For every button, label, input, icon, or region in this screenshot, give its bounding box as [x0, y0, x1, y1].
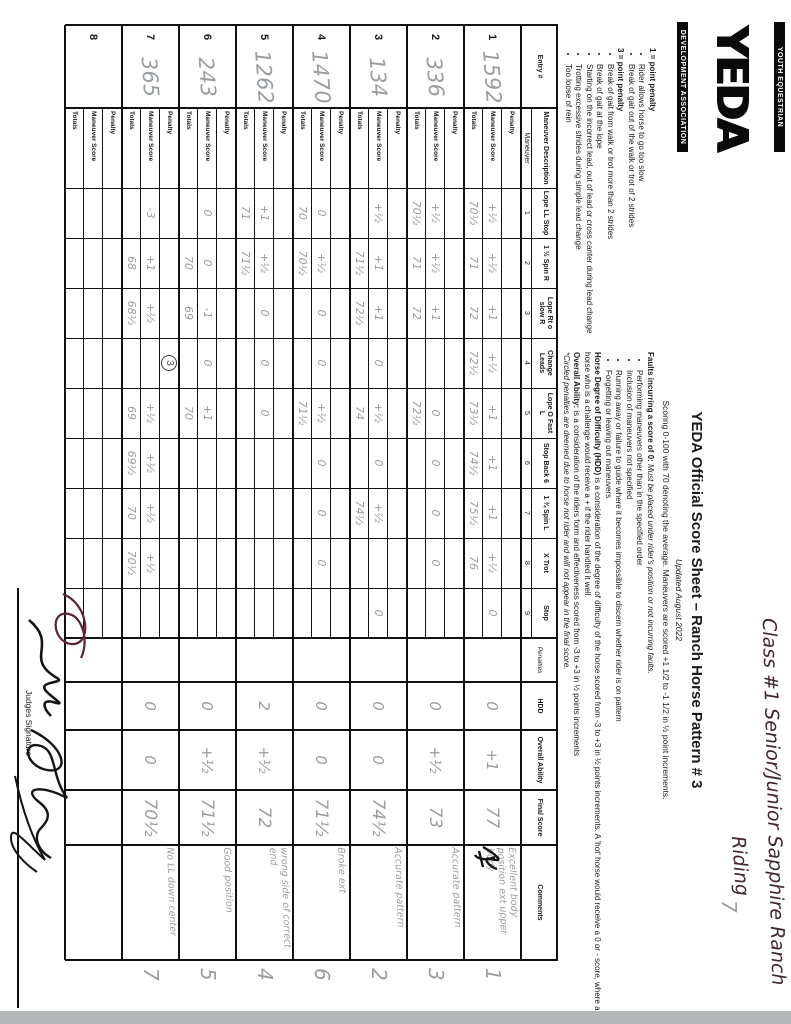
black-ink-scribble [473, 841, 513, 875]
maneuver-score-value: 0 [372, 609, 385, 617]
subrow-label: Penalty [394, 111, 401, 135]
handwritten-class-info-line2: Riding [726, 835, 754, 897]
running-total-value: 72½ [467, 350, 480, 376]
running-total-value: 76 [467, 556, 480, 570]
column-header-name: Change Leads [538, 350, 553, 376]
running-total-value: 69½ [125, 450, 138, 476]
entry-cell [236, 25, 293, 108]
column-header [521, 730, 558, 790]
subrow-line [102, 108, 103, 638]
running-total-value: 71½ [239, 250, 252, 276]
running-total-value: 70½ [296, 250, 309, 276]
overall-ability-value: 0 [312, 755, 331, 765]
column-header-name: Penalties [536, 646, 543, 674]
final-score-value: 77 [482, 806, 503, 829]
running-total-value: 70½ [467, 200, 480, 226]
running-total-value: 73½ [467, 400, 480, 426]
column-header-name: Final Score [536, 798, 543, 837]
running-total-value: 70 [296, 206, 309, 220]
subrow-label: Penalty [508, 111, 515, 135]
column-header-name: Overall Ability [536, 736, 543, 784]
logo-top-banner: YOUTH EQUESTRIAN [774, 22, 785, 152]
circled-penalties-note: *Circled penalties are deemed due to horse not rider and will not appear in the final score. [562, 352, 571, 670]
faults-notes [561, 352, 656, 1012]
penalty-value [160, 338, 179, 388]
running-total-value: 72 [410, 306, 423, 320]
column-header [521, 538, 558, 588]
column-header-name: Lope LL Stop [542, 190, 549, 236]
maneuver-score-value: +1 [486, 404, 499, 422]
handwritten-placing: 2 [367, 968, 391, 981]
subrow-label: Penalty [166, 111, 173, 135]
column-header-name: Comments [536, 884, 543, 921]
hdd-value: 0 [369, 701, 388, 711]
column-header [521, 388, 558, 438]
maneuver-score-value: -1 [201, 307, 214, 319]
penalty-item: • Break of gait at the lope [594, 64, 605, 340]
running-total-value: 72 [467, 306, 480, 320]
running-total-value: 70 [182, 256, 195, 270]
running-total-value: 74½ [353, 500, 366, 526]
maneuver-score-value: 0 [315, 559, 328, 567]
running-total-value: 69 [182, 306, 195, 320]
entry-cell [179, 25, 236, 108]
maneuver-score-value: 0 [429, 409, 442, 417]
running-total-value: 72½ [410, 400, 423, 426]
column-header [521, 238, 558, 288]
maneuver-score-value: 0 [201, 359, 214, 367]
subrow-label: Maneuver Score [204, 111, 211, 162]
overall-ability-value: +1 [483, 748, 502, 772]
running-total-value: 68½ [125, 300, 138, 326]
entry-number: 5 [258, 33, 271, 41]
maneuver-score-value: +½ [144, 453, 157, 473]
entry-number: 8 [87, 33, 100, 41]
running-total-value: 71 [239, 206, 252, 220]
handwritten-class-info: Class #1 Senior/Junior Sapphire Ranch [757, 617, 790, 986]
final-score-value: 71½ [197, 798, 218, 837]
fault-item: • Forgetting or leaving out maneuvers [603, 370, 614, 1012]
overall-ability-value: +½ [255, 746, 274, 774]
maneuver-score-value: 0 [201, 259, 214, 267]
maneuver-score-value: 0 [201, 209, 214, 217]
overall-ability-definition: Overall Ability: is a consideration of the riders form and effectiveness scored from -3 to +3 in ½ points increments [572, 352, 582, 756]
scoring-line: Scoring 0-100 with 70 denoting the average. Maneuvers are scored +1 1/2 to -1 1/2 in ½ point increments. [661, 400, 671, 800]
maneuver-score-value: +½ [372, 203, 385, 223]
comments-handwriting: Excellent body position ext upper body [484, 847, 520, 935]
subrow-label: Penalty [337, 111, 344, 135]
circled-penalty: 3 [161, 355, 177, 371]
maneuver-score-value: +1 [486, 504, 499, 522]
maneuver-score-value: +½ [258, 253, 271, 273]
maneuver-score-value: +½ [144, 403, 157, 423]
running-total-value: 71 [410, 256, 423, 270]
maneuver-score-value: +½ [144, 553, 157, 573]
handwritten-placing: 7 [139, 968, 163, 981]
handwritten-entry-id [63, 45, 124, 109]
subrow-label: Penalty [280, 111, 287, 135]
hdd-value: 0 [198, 701, 217, 711]
column-header-name: 1 ½ Spin R [542, 245, 549, 281]
faults-note: Must be placed under rider's position or not incurring faults. [646, 464, 655, 674]
subrow-label: Totals [71, 111, 78, 130]
subrow-label: Maneuver Score [261, 111, 268, 162]
column-header-name: Lope Rt o slow R [538, 296, 553, 330]
final-score-value: 72 [254, 806, 275, 829]
column-header [521, 188, 558, 238]
column-header [521, 25, 558, 108]
comments-handwriting: Good position [221, 847, 235, 914]
running-total-value: 71½ [353, 250, 366, 276]
entry-cell [464, 25, 521, 108]
comments-handwriting: Accurate pattern [449, 847, 463, 928]
entry-number: 2 [429, 33, 442, 41]
overall-ability-value: +½ [426, 746, 445, 774]
entry-cell [407, 25, 464, 108]
maneuver-score-value: +½ [429, 203, 442, 223]
maneuver-score-value: 0 [315, 459, 328, 467]
maneuver-score-value: +½ [486, 353, 499, 373]
subrow-label: Penalty [223, 111, 230, 135]
final-score-value: 74½ [368, 798, 389, 837]
maneuver-score-value: +1 [486, 454, 499, 472]
entry-cell [293, 25, 350, 108]
maneuver-score-value: 0 [315, 509, 328, 517]
maneuver-score-value: +1 [258, 204, 271, 222]
hdd-value: 2 [255, 701, 274, 711]
maneuver-score-value: +½ [315, 403, 328, 423]
subrow-label: Maneuver Score [318, 111, 325, 162]
penalty-item: • Trotting excessive strides during simple lead change [573, 64, 584, 340]
entry-cell [65, 25, 122, 108]
running-total-value: 74½ [467, 450, 480, 476]
column-header [521, 682, 558, 730]
column-header-number: 4 [523, 361, 530, 365]
maneuver-score-value: +½ [144, 303, 157, 323]
handwritten-entry-id: 1592 [478, 49, 507, 105]
hdd-value: 0 [483, 701, 502, 711]
maneuver-score-value: -3 [144, 207, 157, 219]
running-total-value: 70½ [125, 550, 138, 576]
handwritten-entry-id: 243 [194, 56, 221, 98]
maneuver-score-value: +½ [429, 253, 442, 273]
overall-ability-value: 0 [369, 755, 388, 765]
maneuver-score-value: +½ [486, 253, 499, 273]
judges-signature-label: Judges Signature [24, 690, 34, 757]
column-header [521, 790, 558, 845]
column-header-number: 5 [523, 411, 530, 415]
column-header-number: 2 [523, 261, 530, 265]
fault-item: • Inclusion of maneuvers not specified [624, 370, 635, 1012]
column-header-name: Entry # [536, 54, 543, 79]
column-header-name: 1 ¾ Spin L [542, 495, 549, 531]
subrow-label: Totals [356, 111, 363, 130]
column-header-number: 3 [523, 311, 530, 315]
fault-item: • Running away or failure to guide where it becomes impossible to discern whether rider is on pattern [613, 370, 624, 1012]
final-score-value: 70½ [140, 798, 161, 837]
overall-ability-value: 0 [141, 755, 160, 765]
subrow-label: Maneuver Score [489, 111, 496, 162]
subrow-label: Maneuver Score [375, 111, 382, 162]
comments-handwriting: Broke ext [335, 847, 348, 894]
overall-ability-value: +½ [198, 746, 217, 774]
column-header-name: Maneuver Description [542, 111, 549, 185]
one-point-penalty-heading: 1 = point penalty [648, 48, 657, 112]
maneuver-score-value: 0 [372, 359, 385, 367]
subrow-label: Totals [413, 111, 420, 130]
handwritten-placing: 3 [424, 968, 448, 981]
handwritten-placing: 6 [310, 968, 334, 981]
maneuver-score-value: 0 [258, 309, 271, 317]
faults-heading-line [645, 352, 656, 1012]
final-score-value: 71½ [311, 798, 332, 837]
subrow-label: Totals [299, 111, 306, 130]
handwritten-entry-id: 365 [137, 56, 164, 98]
maneuver-score-value: +1 [201, 404, 214, 422]
maneuver-score-value: +½ [144, 503, 157, 523]
maneuver-score-value: +1 [372, 254, 385, 272]
penalty-item: • Break of gait out of the walk or trot of 2 strides [626, 64, 637, 340]
entry-number: 3 [372, 33, 385, 41]
maneuver-score-value: 0 [486, 609, 499, 617]
subrow-label: Maneuver Score [432, 111, 439, 162]
hdd-value: 0 [426, 701, 445, 711]
subrow-label: Totals [470, 111, 477, 130]
maneuver-score-value: 0 [258, 359, 271, 367]
entry-number: 1 [486, 33, 499, 41]
maneuver-score-value: 0 [315, 209, 328, 217]
column-header-number: 6 [523, 461, 530, 465]
running-total-value: 70 [125, 506, 138, 520]
entry-number: 4 [315, 33, 328, 41]
handwritten-class-number: 7 [717, 900, 741, 913]
handwritten-placing: 5 [196, 968, 220, 981]
running-total-value: 70½ [410, 200, 423, 226]
column-header-name: Stop [542, 605, 549, 621]
three-point-penalty-list [563, 64, 616, 340]
maneuver-score-value: 0 [258, 409, 271, 417]
comments-handwriting: No LL down center [164, 847, 179, 937]
handwritten-entry-id: 1470 [307, 49, 336, 105]
column-header-number: 9 [523, 611, 530, 615]
entry-cell [350, 25, 407, 108]
comments-handwriting: Accurate pattern [392, 847, 406, 928]
score-table [65, 25, 558, 981]
maneuver-score-value: +½ [372, 503, 385, 523]
scan-edge-shadow [0, 1011, 791, 1024]
maneuver-score-value: +½ [486, 553, 499, 573]
subrow-label: Maneuver Score [90, 111, 97, 162]
fault-item: • Performing maneuvers other than in the specified order [634, 370, 645, 1012]
penalty-definitions [563, 48, 658, 340]
column-header-name: Stop Back 6 [542, 442, 549, 484]
penalty-item: • Break of gait from walk or trot more than 2 strides [605, 64, 616, 340]
maneuver-score-value: 0 [315, 309, 328, 317]
column-header-number: 8 [523, 561, 530, 565]
maneuver-score-value: +½ [372, 403, 385, 423]
maneuver-score-value: +1 [486, 304, 499, 322]
entry-number: 6 [201, 33, 214, 41]
handwritten-entry-id: 134 [365, 56, 392, 98]
three-point-penalty-heading: 3 = point penalty [616, 48, 626, 112]
column-header [521, 488, 558, 538]
running-total-value: 74 [353, 406, 366, 420]
penalty-item: • Starting on the incorrect lead, out of lead or cross canter during lead change [584, 64, 595, 340]
entry-cell [122, 25, 179, 108]
running-total-value: 70 [182, 406, 195, 420]
sheet-updated-date: Updated August 2022 [674, 559, 684, 641]
maneuver-score-value: 0 [315, 359, 328, 367]
running-total-value: 69 [125, 406, 138, 420]
judges-signature-handwriting [6, 580, 101, 1020]
column-header [521, 588, 558, 638]
maneuver-score-value: +1 [144, 254, 157, 272]
running-total-value: 75½ [467, 500, 480, 526]
column-header [521, 845, 558, 960]
column-header-name: Lope O Fast L [538, 392, 553, 434]
maneuver-score-value: +½ [315, 253, 328, 273]
comments-handwriting: wrong side of correct end [267, 847, 293, 949]
running-total-value: 71½ [296, 400, 309, 426]
yeda-logo [665, 22, 785, 152]
column-header [521, 638, 558, 682]
subrow-label: Penalty [109, 111, 116, 135]
column-header [521, 108, 558, 188]
faults-heading: Faults incurring a score of 0: [646, 352, 655, 462]
maneuver-score-value: 0 [429, 559, 442, 567]
subrow-line [83, 108, 84, 638]
maneuver-score-value: 0 [429, 509, 442, 517]
subrow-label: Penalty [451, 111, 458, 135]
column-header-number: 7 [523, 511, 530, 515]
handwritten-entry-id: 336 [422, 56, 449, 98]
logo-bottom-banner: DEVELOPMENT ASSOCIATION [677, 22, 688, 152]
maneuver-score-value: +1 [429, 304, 442, 322]
handwritten-placing: 4 [253, 968, 277, 981]
entry-number: 7 [144, 33, 157, 41]
subrow-label: Totals [242, 111, 249, 130]
penalty-item: • Rider allows horse to go too slow [636, 64, 647, 340]
running-total-value: 71 [467, 256, 480, 270]
handwritten-placing: 1 [481, 968, 505, 981]
handwritten-entry-id: 1262 [250, 49, 279, 105]
column-header [521, 438, 558, 488]
hdd-value: 0 [312, 701, 331, 711]
subrow-label: Totals [128, 111, 135, 130]
logo-yeda-wordmark: YEDA [706, 24, 757, 150]
subrow-label: Maneuver Score [147, 111, 154, 162]
hdd-definition: Horse Degree of Difficulty (HDD) is a consideration of the degree of difficulty of the horse scored from -3 to +3 in ½ points increments. A 'hot' horse would receive a 0 or - score, where a horse who is a challenge would receive a + if the rider handled it well. [583, 352, 603, 1011]
maneuver-score-value: 0 [429, 459, 442, 467]
column-header-name: HDD [536, 698, 543, 714]
running-total-value: 72½ [353, 300, 366, 326]
column-header [521, 338, 558, 388]
subrow-label: Totals [185, 111, 192, 130]
penalty-item: • Too loose of rein [563, 64, 574, 340]
one-point-penalty-list [626, 64, 647, 340]
hdd-value: 0 [141, 701, 160, 711]
column-header-name: X Trot [542, 553, 549, 573]
maneuver-score-value: 0 [372, 459, 385, 467]
column-header-number: Maneuver [523, 132, 530, 164]
column-header [521, 288, 558, 338]
maneuver-score-value: +½ [486, 203, 499, 223]
column-header-number: 1 [523, 211, 530, 215]
maneuver-score-value: +1 [372, 304, 385, 322]
final-score-value: 73 [425, 806, 446, 829]
faults-list [603, 370, 645, 1012]
sheet-title: YEDA Official Score Sheet – Ranch Horse Pattern # 3 [688, 411, 705, 789]
running-total-value: 68 [125, 256, 138, 270]
